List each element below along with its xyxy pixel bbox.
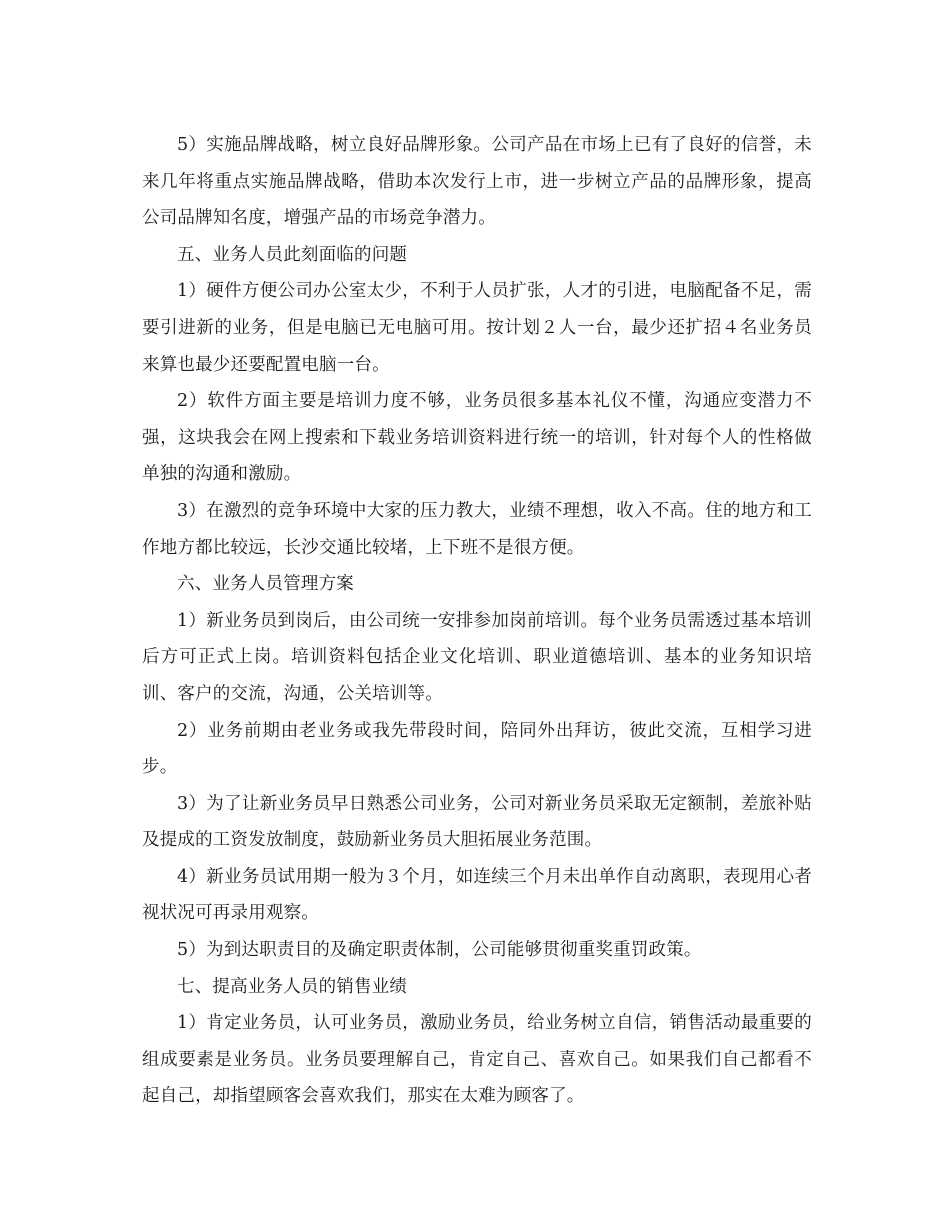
para-brand-strategy: 5）实施品牌战略，树立良好品牌形象。公司产品在市场上已有了良好的信誉，未来几年将重点实施品牌战略，借助本次发行上市，进一步树立产品的品牌形象，提高公司品牌知名度，增强产品的市场竞争潜力。 xyxy=(142,135,812,229)
para-mentoring: 2）业务前期由老业务或我先带段时间，陪同外出拜访，彼此交流，互相学习进步。 xyxy=(142,720,812,778)
para-no-quota: 3）为了让新业务员早日熟悉公司业务，公司对新业务员采取无定额制，差旅补贴及提成的工资发放制度，鼓励新业务员大胆拓展业务范围。 xyxy=(142,793,812,851)
para-responsibility: 5）为到达职责目的及确定职责体制，公司能够贯彻重奖重罚政策。 xyxy=(177,940,702,961)
para-pressure: 3）在激烈的竞争环境中大家的压力教大，业绩不理想，收入不高。住的地方和工作地方都比较远，长沙交通比较堵，上下班不是很方便。 xyxy=(142,500,812,558)
para-probation: 4）新业务员试用期一般为３个月，如连续三个月未出单作自动离职，表现用心者视状况可再录用观察。 xyxy=(142,866,812,924)
heading-section-5: 五、业务人员此刻面临的问题 xyxy=(177,244,408,265)
para-software: 2）软件方面主要是培训力度不够，业务员很多基本礼仪不懂，沟通应变潜力不强，这块我会在网上搜索和下载业务培训资料进行统一的培训，针对每个人的性格做单独的沟通和激励。 xyxy=(142,391,812,485)
document-body xyxy=(142,127,812,1115)
para-new-staff-training: 1）新业务员到岗后，由公司统一安排参加岗前培训。每个业务员需透过基本培训后方可正式上岗。培训资料包括企业文化培训、职业道德培训、基本的业务知识培训、客户的交流，沟通，公关培训等。 xyxy=(142,610,812,704)
para-hardware: 1）硬件方便公司办公室太少，不利于人员扩张，人才的引进，电脑配备不足，需要引进新的业务，但是电脑已无电脑可用。按计划２人一台，最少还扩招４名业务员来算也最少还要配置电脑一台。 xyxy=(142,281,812,375)
heading-section-6: 六、业务人员管理方案 xyxy=(177,574,354,595)
para-affirm-staff: 1）肯定业务员，认可业务员，激励业务员，给业务树立自信，销售活动最重要的组成要素是业务员。业务员要理解自己，肯定自己、喜欢自己。如果我们自己都看不起自己，却指望顾客会喜欢我们，那实在太难为顾客了。 xyxy=(142,1013,812,1107)
heading-section-7: 七、提高业务人员的销售业绩 xyxy=(177,976,408,997)
